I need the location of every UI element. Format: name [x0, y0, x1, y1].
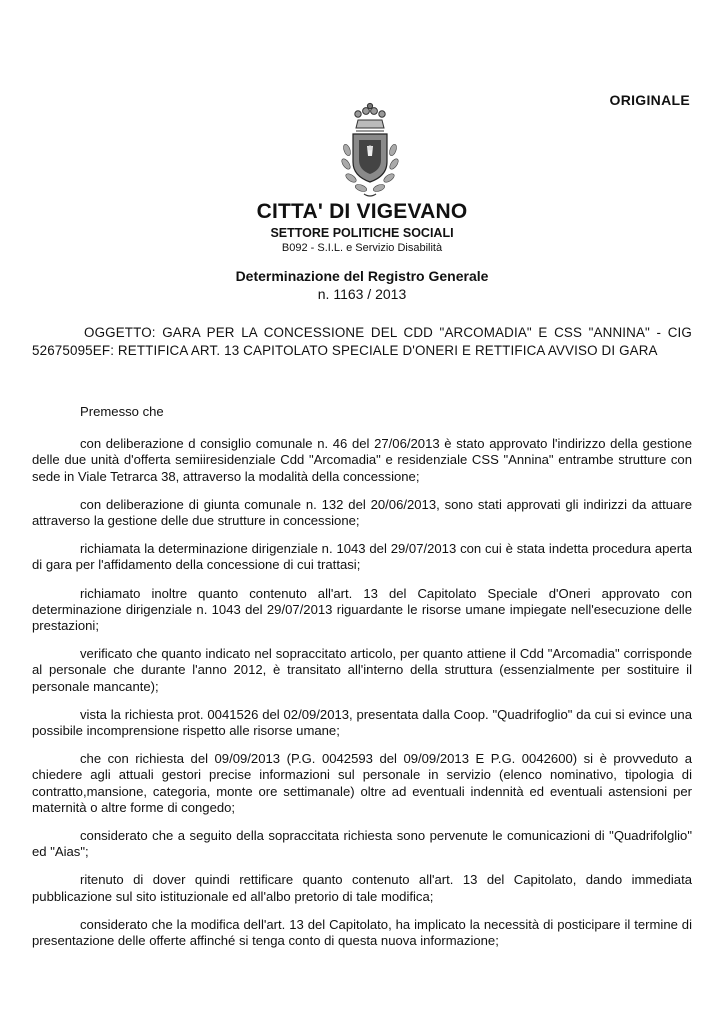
office-name: B092 - S.I.L. e Servizio Disabilità — [281, 242, 443, 254]
body-paragraph: ritenuto di dover quindi rettificare quanto contenuto all'art. 13 del Capitolato, dando immediata pubblicazione sul sito istituzionale ed all'albo pretorio di tale modifica; — [32, 872, 692, 904]
body-paragraph: verificato che quanto indicato nel sopraccitato articolo, per quanto attiene il Cdd "Arcomadia" corrisponde al personale che durante l'anno 2012, è transitato all'interno della struttura (essenzialmente per sostituire il personale mancante); — [32, 646, 692, 694]
subject-line: OGGETTO: GARA PER LA CONCESSIONE DEL CDD "ARCOMADIA" E CSS "ANNINA" - CIG 52675095EF: RETTIFICA ART. 13 CAPITOLATO SPECIALE D'ONERI E RETTIFICA AVVISO DI GARA — [32, 325, 692, 358]
body-paragraph: con deliberazione d consiglio comunale n. 46 del 27/06/2013 è stato approvato l'indirizzo della gestione delle due unità d'offerta semiiresidenziale Cdd "Arcomadia" e residenziale CSS "Annina" entrambe strutture con sede in Viale Tetrarca 38, attraverso la modalità della concessione; — [32, 436, 692, 484]
body-paragraph: considerato che a seguito della sopraccitata richiesta sono pervenute le comunicazioni di "Quadrifolglio" ed "Aias"; — [32, 828, 692, 860]
city-coat-of-arms-icon — [334, 102, 406, 202]
original-stamp: ORIGINALE — [609, 92, 690, 108]
sector-name: SETTORE POLITICHE SOCIALI — [270, 226, 454, 240]
document-body — [32, 404, 692, 961]
intro-text: Premesso che — [80, 404, 164, 419]
body-paragraph: con deliberazione di giunta comunale n. 132 del 20/06/2013, sono stati approvati gli indirizzi da attuare attraverso la gestione delle due strutture in concessione; — [32, 496, 692, 529]
body-paragraph: richiamata la determinazione dirigenziale n. 1043 del 29/07/2013 con cui è stata indetta procedura aperta di gara per l'affidamento della concessione di cui trattasi; — [32, 541, 692, 573]
register-number: n. 1163 / 2013 — [317, 286, 407, 302]
register-title: Determinazione del Registro Generale — [235, 268, 489, 284]
body-paragraph: considerato che la modifica dell'art. 13 del Capitolato, ha implicato la necessità di posticipare il termine di presentazione delle offerte affinché si tenga conto di questa nuova informazione; — [32, 916, 692, 949]
city-name: CITTA' DI VIGEVANO — [256, 200, 468, 223]
body-paragraph: che con richiesta del 09/09/2013 (P.G. 0042593 del 09/09/2013 E P.G. 0042600) si è provveduto a chiedere agli attuali gestori precise informazioni sul personale in servizio (elenco nominativo, tipologia di contratto,mansione, categoria, monte ore settimanale) oltre ad eventuali indennità ed eventuali astensioni per maternità o altre forme di congedo; — [32, 751, 692, 815]
body-paragraph: vista la richiesta prot. 0041526 del 02/09/2013, presentata dalla Coop. "Quadrifoglio" da cui si evince una possibile incomprensione rispetto alle risorse umane; — [32, 706, 692, 739]
body-paragraph: richiamato inoltre quanto contenuto all'art. 13 del Capitolato Speciale d'Oneri approvato con determinazione dirigenziale n. 1043 del 29/07/2013 riguardante le risorse umane impiegate nell'esecuzione delle prestazioni; — [32, 585, 692, 634]
